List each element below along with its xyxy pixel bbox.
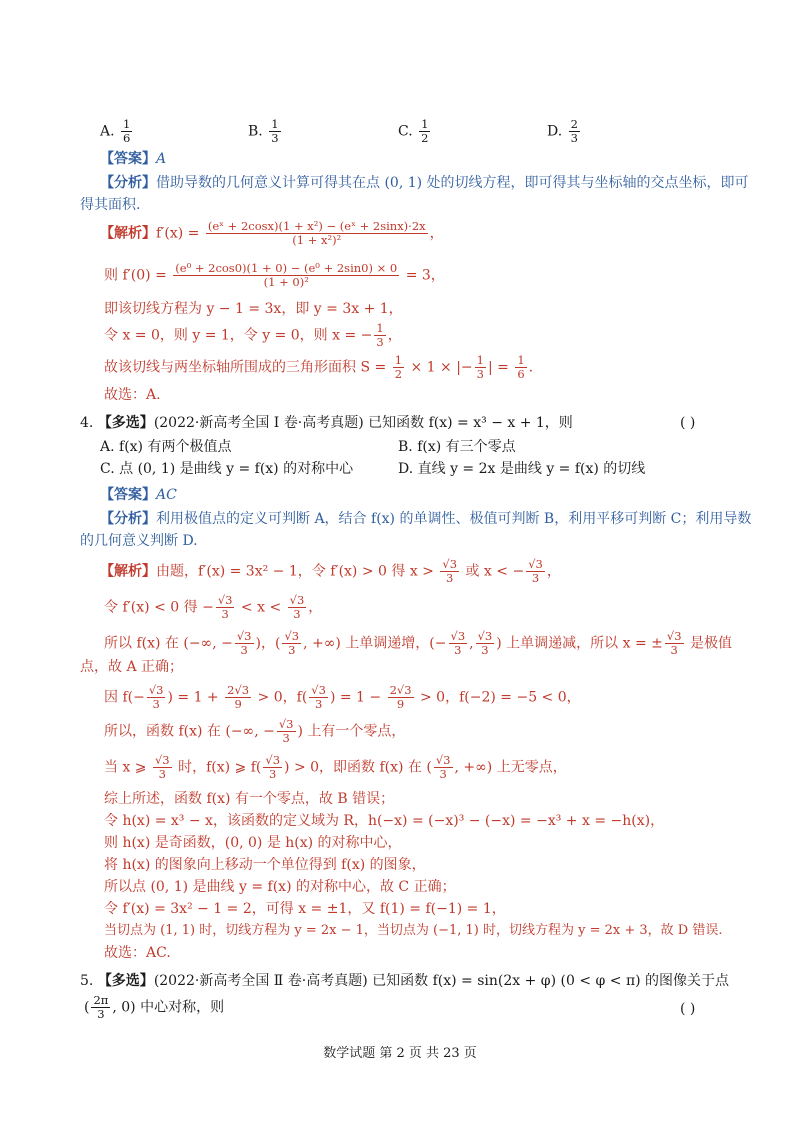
q4-solution-line10: 将 h(x) 的图象向上移动一个单位得到 f(x) 的图象，: [104, 857, 426, 873]
q4-option-a: A. f(x) 有两个极值点: [100, 439, 232, 455]
q3-answer: 【答案】A: [100, 151, 167, 167]
q4-answer-blank: ( ): [680, 415, 696, 431]
q4-answer: 【答案】AC: [100, 487, 177, 503]
q4-stem: 4. 【多选】(2022·新高考全国 Ⅰ 卷·高考真题) 已知函数 f(x) = x³ − x + 1，则: [80, 415, 573, 431]
q4-solution-line8: 令 h(x) = x³ − x，该函数的定义域为 R，h(−x) = (−x)³ − (−x) = −x³ + x = −h(x)，: [104, 813, 665, 829]
q4-option-b: B. f(x) 有三个零点: [398, 439, 516, 455]
q3-solution-line3: 即该切线方程为 y − 1 = 3x，即 y = 3x + 1，: [104, 301, 403, 317]
q3-analysis-line1: 【分析】借助导数的几何意义计算可得其在点 (0, 1) 处的切线方程，即可得其与坐标轴的交点坐标，即可: [100, 175, 749, 191]
q4-solution-line6: 当 x ⩾ $\frac{√3}{3}$ 时，f(x) ⩾ f( $\frac{√3}{3}$ ) > 0，即函数 f(x) 在 ( $\frac{√3}{3}$ , +∞) 上无零点，: [104, 753, 567, 782]
q4-solution-line13: 当切点为 (1, 1) 时，切线方程为 y = 2x − 1，当切点为 (−1, 1) 时，切线方程为 y = 2x + 3，故 D 错误.: [104, 923, 723, 938]
q4-solution-line7: 综上所述，函数 f(x) 有一个零点，故 B 错误；: [104, 791, 395, 807]
q3-option-c: C. $\frac{1}{2}$: [398, 117, 429, 146]
q3-solution-line6: 故选：A.: [104, 387, 161, 403]
q4-analysis-line2: 的几何意义判断 D.: [80, 533, 198, 549]
q4-analysis-line1: 【分析】利用极值点的定义可判断 A，结合 f(x) 的单调性、极值可判断 B，利用平移可判断 C；利用导数: [100, 511, 752, 527]
page-footer: 数学试题 第 2 页 共 23 页: [323, 1046, 477, 1061]
q3-solution-line5: 故该切线与两坐标轴所围成的三角形面积 S = $\frac{1}{2}$ × 1 × |− $\frac{1}{3}$ | = $\frac{1}{6}$ .: [104, 353, 534, 382]
q3-solution-line1: 【解析】f′(x) = $\frac{\text{(eˣ + 2cosx)(1 + x²) − (eˣ + 2sinx)·2x}}{\text{(1 + x²)²}}$ ，: [100, 219, 444, 248]
q4-solution-line5: 所以，函数 f(x) 在 (−∞, − $\frac{√3}{3}$ ) 上有一个零点，: [104, 717, 406, 746]
q4-solution-line3-cont: 点，故 A 正确；: [80, 659, 184, 675]
q3-solution-line4: 令 x = 0，则 y = 1，令 y = 0，则 x = − $\frac{1}{3}$ ，: [104, 321, 402, 350]
q4-solution-line9: 则 h(x) 是奇函数，(0, 0) 是 h(x) 的对称中心，: [104, 835, 402, 851]
q4-solution-line4: 因 f(− $\frac{√3}{3}$ ) = 1 + $\frac{2√3}{9}$ > 0，f( $\frac{√3}{3}$ ) = 1 − $\frac{2√3}{9}$ > 0，f(−2) = −5 < 0，: [104, 683, 581, 712]
q4-solution-line3: 所以 f(x) 在 (−∞, − $\frac{√3}{3}$ )，( $\frac{√3}{3}$ , +∞) 上单调递增，(− $\frac{√3}{3}$ , $\frac{√3}{3}$ ) 上单调递减，所以 x = ± $\frac{√3}{3}$ 是极值: [104, 629, 732, 658]
q3-option-b: B. $\frac{1}{3}$: [248, 117, 279, 146]
q3-solution-line2: 则 f′(0) = $\frac{\text{(e⁰ + 2cos0)(1 + 0) − (e⁰ + 2sin0) × 0}}{\text{(1 + 0)²}}$ = 3，: [104, 261, 445, 290]
q4-solution-line1: 【解析】由题，f′(x) = 3x² − 1，令 f′(x) > 0 得 x > $\frac{√3}{3}$ 或 x < − $\frac{√3}{3}$ ，: [100, 557, 561, 586]
q4-solution-line11: 所以点 (0, 1) 是曲线 y = f(x) 的对称中心，故 C 正确；: [104, 879, 456, 895]
q3-analysis-line2: 得其面积.: [80, 197, 141, 213]
q3-option-d: D. $\frac{2}{3}$: [547, 117, 578, 146]
q4-solution-line14: 故选：AC.: [104, 945, 171, 961]
q4-solution-line2: 令 f′(x) < 0 得 − $\frac{√3}{3}$ < x < $\frac{√3}{3}$ ，: [104, 593, 323, 622]
q4-solution-line12: 令 f′(x) = 3x² − 1 = 2，可得 x = ±1，又 f(1) = f(−1) = 1，: [104, 901, 506, 917]
q4-option-d: D. 直线 y = 2x 是曲线 y = f(x) 的切线: [398, 461, 646, 477]
q5-answer-blank: ( ): [680, 1001, 696, 1017]
q4-option-c: C. 点 (0, 1) 是曲线 y = f(x) 的对称中心: [100, 461, 354, 477]
q5-stem-line1: 5. 【多选】(2022·新高考全国 Ⅱ 卷·高考真题) 已知函数 f(x) = sin(2x + φ) (0 < φ < π) 的图像关于点: [80, 973, 730, 989]
q3-option-a: A. $\frac{1}{6}$: [100, 117, 131, 146]
q5-stem-line2: ( $\frac{2\pi}{3}$ , 0) 中心对称，则: [84, 993, 225, 1022]
